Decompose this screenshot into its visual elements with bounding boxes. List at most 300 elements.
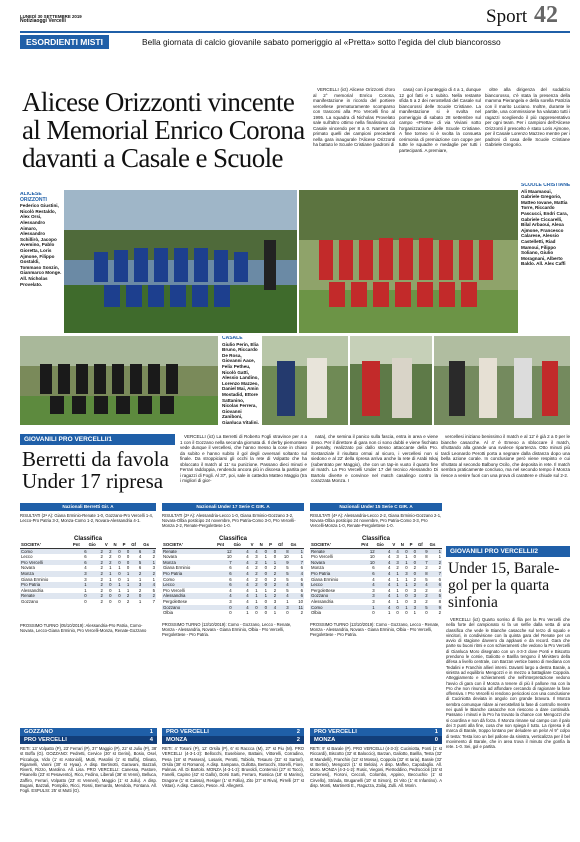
stat-cell: 0 <box>118 554 121 560</box>
stat-cell: 1 <box>264 587 268 593</box>
results-text: RISULTATI (4ª A): Alessandria-Lecco 2-2, Giana Erminio-Gozzano 2-1, Novara-Olbia posticipo 24 novembre, Pro Patria-Como 3-3, Pro Vercelli-Monza 1-0, Renate-Pergolettese 1-0. <box>310 513 442 529</box>
stat-cell: 3 <box>400 571 409 577</box>
stat-cell: 3 <box>413 587 416 593</box>
stat-cell: 6 <box>300 587 303 593</box>
stat-cell: 2 <box>425 587 428 593</box>
stat-cell: 2 <box>409 582 417 588</box>
team-name: Pro Patria <box>20 582 72 588</box>
stat-cell: 0 <box>104 582 113 588</box>
stat-cell: 4 <box>246 565 249 571</box>
col-header: N <box>400 542 409 548</box>
table-row <box>20 599 156 605</box>
stat-cell: 0 <box>400 548 409 554</box>
stat-cell: 2 <box>255 565 258 571</box>
stat-cell: 0 <box>396 610 399 616</box>
stat-cell: 1 <box>391 571 399 577</box>
stat-cell: 3 <box>277 605 290 611</box>
stat-cell: 3 <box>396 554 399 560</box>
stat-cell: 1 <box>413 610 416 616</box>
stat-cell: 4 <box>388 598 391 604</box>
next-round: PROSSIMO TURNO (13/10/2019): Como - Gozzano, Lecco - Renate, Monza - Alessandria, Novara - Giana Erminio, Olbia - Pro Vercelli, Pergolettese - Pro Patria. <box>310 621 440 638</box>
stat-cell: 3 <box>409 593 417 599</box>
stat-cell: 10 <box>283 554 289 560</box>
section-name: Sport <box>486 6 528 27</box>
stat-cell: 8 <box>425 554 428 560</box>
stat-cell: 2 <box>100 587 103 593</box>
stat-cell: 0 <box>405 610 408 616</box>
stat-cell: 0 <box>409 571 417 577</box>
stat-cell: 0 <box>425 610 428 616</box>
stat-cell: 6 <box>72 548 88 554</box>
stat-cell: 6 <box>438 576 441 582</box>
team-name: Pro Vercelli <box>20 560 72 566</box>
stat-cell: 4 <box>246 598 249 604</box>
stat-cell: 1 <box>259 593 268 599</box>
stat-cell: 1 <box>109 565 112 571</box>
stat-cell: 4 <box>233 548 250 554</box>
stat-cell: 2 <box>100 598 103 604</box>
stat-cell: 2 <box>250 571 259 577</box>
stat-cell: 6 <box>290 593 304 599</box>
caption-scuole-head: SCUOLE CRISTIANE <box>521 183 571 188</box>
stat-cell: 1 <box>250 593 259 599</box>
team-name: Lecco <box>21 554 33 560</box>
stat-cell: 0 <box>113 593 122 599</box>
stat-cell: 1 <box>286 598 289 604</box>
stat-cell: 4 <box>388 576 391 582</box>
col-header: Gs <box>290 542 304 548</box>
stat-cell: 0 <box>118 598 121 604</box>
stat-cell: 1 <box>122 582 131 588</box>
stat-cell: 1 <box>118 587 121 593</box>
stat-cell: 2 <box>109 554 112 560</box>
stat-cell: 4 <box>277 593 290 599</box>
stat-cell: 0 <box>126 565 130 571</box>
stat-cell: 12 <box>216 548 233 554</box>
stat-cell: 4 <box>376 560 392 566</box>
stat-cell: 2 <box>273 576 277 582</box>
kicker-text: Bella giornata di calcio giovanile sabato pomeriggio al «Pretta» sotto l'egida del club biancorosso <box>142 37 501 47</box>
col-header: Gio <box>88 542 104 548</box>
stat-cell: 4 <box>376 593 392 599</box>
stat-cell: 1 <box>400 582 409 588</box>
stat-cell: 4 <box>233 560 250 566</box>
match-away: MONZA 0 <box>310 736 442 744</box>
stat-cell: 3 <box>391 560 399 566</box>
stat-cell: 0 <box>250 605 259 611</box>
standings-title: Nazionali Under 15 Serie C GIR. A <box>310 503 442 511</box>
stat-cell: 1 <box>122 571 131 577</box>
stat-cell: 0 <box>409 548 417 554</box>
stat-cell: 0 <box>109 598 112 604</box>
standings-title: Nazionali Berretti Gir. A <box>20 503 156 511</box>
story2-headline: Berretti da favola Under 17 ripresa <box>22 447 169 493</box>
stat-cell: 4 <box>250 548 259 554</box>
stat-cell: 1 <box>396 587 399 593</box>
story2-column-3: vercellesi iniziano benissimo il match e al 12' è già 2 a 0 per le bianche casacche. Al 4' è Emeoo a sbloccare il match, sfruttando alla grande una svolece ripartenza. Otto minuti più tardi Leonardo Perotti porta a segnare dalla distanza dopo una bella azione corale. In conclusione però viene respinto e cui sfruttato al secondo Balbony Ocilo, che deposita in rete. Il match sembra praticamente concluso, ma nel secondo tempo il Monza riesce a venire fuori con una prova di carattere e chiude sul 2-2. <box>441 434 570 478</box>
stat-cell: 3 <box>360 593 375 599</box>
team-photo-casale <box>20 336 218 425</box>
stat-cell: 12 <box>360 548 375 554</box>
stat-cell: 1 <box>126 587 130 593</box>
header-date: LUNEDÌ 30 SETTEMBRE 2019 Notiziaoggi Vercelli <box>20 14 82 24</box>
stat-cell: 1 <box>290 548 304 554</box>
stat-cell: 5 <box>417 605 429 611</box>
stat-cell: 0 <box>118 576 121 582</box>
stat-cell: 6 <box>138 565 142 571</box>
body-column-2: casa) con il punteggio di 4 a 1, dunque 12 gol fatti e 1 subito. Nella restante sfida 5 a 2 dei nerostellati del Casale sul biancorossi delle Scuole Cristiane. La manifestazione si è svolta nel pomeriggio di sabato 28 settembre sul campo «Pretta» di via Viviani sotto l'organizzazione delle Scuole Cristiane. A fine torneo si è svolta la consueta cerimonia di premiazione con coppe per tutte le squadre e medaglie per tutti i partecipanti. A premiare, <box>399 87 481 153</box>
stat-cell: 0 <box>286 610 289 616</box>
stat-cell: 6 <box>130 548 142 554</box>
stat-cell: 2 <box>126 598 130 604</box>
col-header: Pnt <box>72 542 88 548</box>
stat-cell: 6 <box>300 565 303 571</box>
team-name: Monza <box>311 565 324 571</box>
team-name: Lecco <box>162 582 216 588</box>
story2-kicker: GIOVANILI PRO VERCELLI/1 <box>20 434 175 445</box>
stat-cell: 1 <box>391 593 399 599</box>
stat-cell: 2 <box>429 560 442 566</box>
team-name: Alessandria <box>311 598 334 604</box>
stat-cell: 1 <box>138 576 142 582</box>
match-box-3 <box>310 728 442 840</box>
classifica-label: Classifica <box>361 536 391 542</box>
stat-cell: 3 <box>152 565 155 571</box>
stat-cell: 2 <box>88 560 104 566</box>
award-photo-1 <box>262 336 348 425</box>
stat-cell: 0 <box>113 571 122 577</box>
stat-cell: 4 <box>360 582 375 588</box>
stat-cell: 6 <box>216 571 233 577</box>
team-name: Gozzano <box>162 605 216 611</box>
kicker-label: ESORDIENTI MISTI <box>20 35 109 49</box>
stat-cell: 0 <box>409 560 417 566</box>
stat-cell: 4 <box>233 582 250 588</box>
stat-cell: 2 <box>250 582 259 588</box>
stat-cell: 7 <box>216 560 233 566</box>
stat-cell: 2 <box>268 582 277 588</box>
stat-cell: 2 <box>273 565 277 571</box>
classifica-label: Classifica <box>73 536 103 542</box>
caption-casale-head: CASALE <box>222 336 243 341</box>
team-name: Giana Erminio <box>163 565 191 571</box>
stat-cell: 4 <box>438 587 441 593</box>
col-header: Gf <box>417 542 429 548</box>
header-rule <box>20 31 570 33</box>
stat-cell: 1 <box>400 605 409 611</box>
match-box-2 <box>162 728 304 840</box>
match-details: RETI: 4' Tosoni (P), 12' Orsila (P), 6' st Raccca (M), 27' st Piu (M). PRO VERCELLI (4-3-1-2): Bellocchi, Eusebione, Battaini, Vittorelli, Corradino, Pesa (18' st Passera), Losaris, Perotti, Tobiolo, Tesauro (32' st Sartori), Orsila (38' st Romano). A disp. Sampana, Gullotta, Bertocchi, Storelli, Fiore, Palmas. All. Di Bartolo. MONZA (4-3-1-2): Bruvoldi, Contemici (27' st Tocci), Fanelli, Capino (42' st Gallo), Dorsi Sarti, Ferraro, Russica (18' st Marino), Dragone (1' st Caissa), Resiger (1' st Follia), Zito (27' st Riva), Pirrelli (27' st Vistas). A disp. Cancio, Pesce. All. Allegretti. <box>162 746 304 789</box>
col-header: P <box>122 542 131 548</box>
col-header: SOCIETA' <box>310 542 360 548</box>
stat-cell: 8 <box>417 571 429 577</box>
stat-cell: 2 <box>425 565 428 571</box>
team-name: Lecco <box>310 582 360 588</box>
col-header: Gf <box>130 542 142 548</box>
stat-cell: 2 <box>413 565 416 571</box>
stat-cell: 1 <box>405 576 408 582</box>
stat-cell: 3 <box>142 548 156 554</box>
col-header: N <box>259 542 268 548</box>
stat-cell: 0 <box>130 593 142 599</box>
stat-cell: 1 <box>268 560 277 566</box>
next-round: PROSSIMO TURNO (13/10/2019): Como - Gozzano, Lecco - Renate, Monza - Alessandria, Novara - Giana Erminio, Olbia - Pro Vercelli, Pergolettese - Pro Patria. <box>162 621 292 638</box>
stat-cell: 0 <box>259 605 268 611</box>
stat-cell: 4 <box>216 593 233 599</box>
stat-cell: 2 <box>413 576 416 582</box>
stat-cell: 0 <box>264 576 268 582</box>
stat-cell: 2 <box>152 554 155 560</box>
classifica-label: Classifica <box>218 536 248 542</box>
team-name: Pergolettese <box>311 587 336 593</box>
team-name: Olbia <box>311 610 322 616</box>
stat-cell: 0 <box>113 560 122 566</box>
stat-cell: 0 <box>255 610 258 616</box>
team-name: Pro Vercelli <box>311 554 333 560</box>
col-header: V <box>391 542 399 548</box>
stat-cell: 1 <box>405 554 408 560</box>
stat-cell: 0 <box>259 548 268 554</box>
stat-cell: 3 <box>130 582 142 588</box>
team-name: Monza <box>162 560 216 566</box>
stat-cell: 1 <box>300 554 303 560</box>
team-name: Como <box>310 605 360 611</box>
match-home: PRO VERCELLI 1 <box>310 728 442 736</box>
story3-headline: Under 15, Barale-gol per la quarta sinfonia <box>448 560 560 611</box>
stat-cell: 5 <box>152 587 155 593</box>
stat-cell: 4 <box>246 587 249 593</box>
body-column-1: VERCELLI (ict) Alicese Orizzonti d'oro al 2° memorial Enrico Corona, manifestazione in ricordo del portiere vercellese prematuramente scomparso con trascorsi alla Pro Vercelli fino al 1995. La squadra di Nicholas Provelato sale sull'altro ottimo nella finalissima col Casale vincendo per 8 a 0. Nament da primato quelli dei campioni precedenti nella gara inaugurale l'Alicese Orizzonti ha battuto le Scuole Cristiane (padroni di <box>313 87 395 147</box>
team-name: Monza <box>20 571 72 577</box>
stat-cell: 7 <box>152 598 155 604</box>
stat-cell: 1 <box>396 598 399 604</box>
stat-cell: 3 <box>229 598 232 604</box>
match-home: PRO VERCELLI 2 <box>162 728 304 736</box>
team-name: Pro Patria <box>162 571 216 577</box>
stat-cell: 2 <box>250 560 259 566</box>
team-name: Gozzano <box>310 593 360 599</box>
story3-body: VERCELLI (ict) Quarto sorriso di fila per la Pro Vercelli che nella forte del campionato si fa un selfie dalla vetta di una classifica che vede le Bianche casacche sul terzo di squalo e vincitori, in condivisione con la quinta gara del Renate per un avvio di stagione davvero da applausi e da record. Gara che parte su buoni ritmi e con schieramenti che vedono la Pro Vercelli di Gianluca Moro disegnato con un 4-3-3 dove Ponti e Biscotto prendono le corsie, Galiotto e Barilla tengono il Ministero della difesa a livello centrale, con Barzan vertice basso di mediana con Tedalini e Franchin allieri interni. Davanti largo a destra Barale, a sinistra ad equilibrio Mengozzi e in mezzo a battagliare Coppola. Atteggiamento e schieramenti che nell'interpretazione vedono l'avvio di gara con il Monza a tenere di più il pallone ma con la Pro che non rinuncia ad affondare cercando di ragionare la fase offensiva. I Pro Vercelli si rendono pericolosi con una conclusione di Cuciniotta deviata in angolo con grande bravura. Il Monza sembra comunque ridare ai nerostellati la fase di controllo mentre nei quali le Bianche casacche non riescono a dare continuità. Passano i minuti e la Pro ha trovato la chance con Mengozzi che si coordina e non dà forza. Il Monza rimane sul campo con il palo dei 3 punti alla fine, cosa che non spiega il tutto. La ripresa è di marca di Barale, troppo lontano per deludere un pelo! Al 9° colpo di testa: Testa loro un bel pallone da sinistra, verticalizza per il bel movimento di Barale, che in area trova il minuto che gonfia la rete. 1-0. Sei, gol e partita. <box>446 617 570 750</box>
stat-cell: 3 <box>273 598 277 604</box>
stat-cell: 2 <box>268 571 277 577</box>
stat-cell: 1 <box>264 554 268 560</box>
caption-alicese <box>20 192 62 332</box>
stat-cell: 1 <box>391 582 399 588</box>
col-header: Gs <box>429 542 442 548</box>
stat-cell: 6 <box>216 582 233 588</box>
story2-column-1: VERCELLI (ict) La Berretti di Roberto Fogli stravince per 4 a 1 con il Gozzano nella seconda giornata di. Il derby piemontese vede dunque il vercellesi, che hanno messo la cose in chiaro da subito e hanno subito il gol degli ovversari soltanto sul finale. Da stroppiciarsi gli occhi la rete di Volpatto che ha sbloccato il match al 11' su punizione. Passano dieci minuti e Ferrari raddoppia, rendendo ancora più in discesa la partita per i ragazzi di Fogli. Al 37', poi, sale in cattedra Matteo Maggio (tra i migliori di gior- <box>180 434 307 483</box>
stat-cell: 2 <box>88 582 104 588</box>
col-header: SOCIETA' <box>20 542 72 548</box>
stat-cell: 2 <box>425 598 428 604</box>
col-header: Gf <box>277 542 290 548</box>
main-headline: Alicese Orizzonti vincente al Memorial Enrico Corona davanti a Casale e Scuole <box>22 87 305 173</box>
stat-cell: 0 <box>391 605 399 611</box>
stat-cell: 0 <box>405 598 408 604</box>
stat-cell: 2 <box>104 548 113 554</box>
table-row <box>310 610 442 616</box>
stat-cell: 7 <box>429 571 442 577</box>
stat-cell: 10 <box>360 560 375 566</box>
stat-cell: 1 <box>273 610 277 616</box>
stat-cell: 5 <box>286 576 289 582</box>
stat-cell: 4 <box>376 605 392 611</box>
stat-cell: 2 <box>300 610 303 616</box>
stat-cell: 1 <box>360 605 375 611</box>
body-column-3: oltre alla dirigenza del sodalizio biancorosso, c'è stata la presenza della mamma Pierangela e della sorella Patrizia con il marito Luciano. Inoltre, durante le partite, una commissione ha valutato tutti i ragazzi scegliendo il più rappresentativo per ogni team. Per i campioni dell'Alicese Orizzonti il prescelto è stato Loris Ajmone, per il Casale Lorenzo Mazzeo mentre per i padroni di casa delle Scuole Cristiane Gabriele Gregorio. <box>485 87 570 147</box>
match-away: MONZA 2 <box>162 736 304 744</box>
page-number: 42 <box>534 2 558 28</box>
team-name: Novara <box>21 565 35 571</box>
standings-table <box>310 542 442 616</box>
stat-cell: 2 <box>88 593 104 599</box>
stat-cell: 4 <box>290 571 304 577</box>
match-away: PRO VERCELLI 4 <box>20 736 157 744</box>
stat-cell: 4 <box>233 605 250 611</box>
stat-cell: 3 <box>409 605 417 611</box>
stat-cell: 0 <box>264 565 268 571</box>
stat-cell: 10 <box>369 554 375 560</box>
stat-cell: 1 <box>255 598 258 604</box>
team-name: Giana Erminio <box>21 576 49 582</box>
stat-cell: 6 <box>229 576 232 582</box>
col-header: P <box>409 542 417 548</box>
stat-cell: 3 <box>413 598 416 604</box>
stat-cell: 5 <box>429 593 442 599</box>
stat-cell: 10 <box>298 598 303 604</box>
stat-cell: 4 <box>268 605 277 611</box>
stat-cell: 0 <box>264 598 268 604</box>
stat-cell: 0 <box>122 560 131 566</box>
col-header: V <box>104 542 113 548</box>
stat-cell: 0 <box>109 587 112 593</box>
stat-cell: 4 <box>233 571 250 577</box>
team-name: Renate <box>20 593 72 599</box>
stat-cell: 2 <box>100 565 103 571</box>
award-photo-3 <box>434 336 570 425</box>
stat-cell: 9 <box>277 560 290 566</box>
stat-cell: 4 <box>246 554 249 560</box>
stat-cell: 4 <box>388 587 391 593</box>
stat-cell: 7 <box>417 560 429 566</box>
stat-cell: 2 <box>255 576 258 582</box>
stat-cell: 0 <box>216 605 233 611</box>
stat-cell: 2 <box>273 587 277 593</box>
stat-cell: 0 <box>104 593 113 599</box>
stat-cell: 4 <box>84 565 87 571</box>
stat-cell: 2 <box>100 554 103 560</box>
stat-cell: 0 <box>413 554 416 560</box>
team-name: Alessandria <box>21 587 44 593</box>
team-name: Pergolettese <box>163 598 188 604</box>
col-header: Gio <box>376 542 392 548</box>
team-name: Renate <box>162 548 216 554</box>
stat-cell: 2 <box>88 548 104 554</box>
stat-cell: 1 <box>388 610 391 616</box>
stat-cell: 2 <box>88 571 104 577</box>
stat-cell: 6 <box>72 560 88 566</box>
stat-cell: 1 <box>400 560 409 566</box>
stat-cell: 1 <box>259 560 268 566</box>
team-name: Pro Patria <box>310 571 360 577</box>
team-name: Alessandria <box>162 593 216 599</box>
standings-under15 <box>310 503 442 644</box>
stat-cell: 4 <box>233 593 250 599</box>
stat-cell: 2 <box>104 560 113 566</box>
match-box-1 <box>20 728 157 840</box>
stat-cell: 9 <box>417 548 429 554</box>
stat-cell: 6 <box>229 565 232 571</box>
col-header: Pnt <box>360 542 375 548</box>
col-header: SOCIETA' <box>162 542 216 548</box>
col-header: Pnt <box>216 542 233 548</box>
stat-cell: 4 <box>246 576 249 582</box>
stat-cell: 2 <box>417 593 429 599</box>
stat-cell: 1 <box>109 576 112 582</box>
stat-cell: 3 <box>372 598 375 604</box>
story2-column-2: nata), che semina il panico sulla fascia, entra in area e viene steso. Per il direttore di gara non ci sono dubbi e viene fischiato il penalty, realizzato poi dallo stesso attaccante della Pro. Sostanziale il risultato ormai al sicuro, i vercellesi non si siedono e al 22' della ripresa arriva anche la rete di Arabi Iskaj (subentrato per Maggio), che con un tap-in vuoto il quarto fine al match. La Pro Vercelli Under 17 del tecnico Alessandro Di Bartolo diverte e convince nel match casalingo contro la corazzata Monza. I <box>311 434 438 483</box>
stat-cell: 1 <box>104 571 113 577</box>
stat-cell: 0 <box>84 598 87 604</box>
stat-cell: 1 <box>84 587 87 593</box>
match-details: RETI: 13' Volpatto (P), 23' Ferrari (P), 37' Maggio (P), 22' st Juliu (P), 38' st Boffa (G). GOZZANO: Pedretti, Cervice (30' st Gerini), Bosio, Osel, Piccaluga, Vido (1' st Antonioli), Mutti, Pasolini (1' st Buffa), Olivato, Rigamelli, Vanni (30' st Hyaa). A disp. Bertinotti, Garavani, Bazzali, Riverti, Rizzo, Marolino. All. Lisa. PRO VERCELLI: Canessa, Pastore, Pisanello (23' st Pesavento), Rico, Fedino, Liberali (38' st Venni), Belluca, Zaffiro, Ferrari, Volpatto (23' st Venneri), Maggio (1' st Juliu). A disp. Bugani, Bazzali, Pompilio, Ricci, Rossi, Bernardo, Mendola, Fontana. All. Fogli. ESPULSI: 25' st Mutti (G). <box>20 746 157 794</box>
team-name: Novara <box>163 554 177 560</box>
stat-cell: 5 <box>130 560 142 566</box>
stat-cell: 3 <box>84 576 87 582</box>
stat-cell: 0 <box>72 593 88 599</box>
col-header: P <box>268 542 277 548</box>
stat-cell: 2 <box>142 593 156 599</box>
stat-cell: 2 <box>268 593 277 599</box>
stat-cell: 5 <box>286 565 289 571</box>
stat-cell: 0 <box>268 548 277 554</box>
caption-scuole <box>521 183 571 333</box>
match-details: RETI: 9' st Barale (P). PRO VERCELLI (4-3-3): Cuciniotta, Ponti (1' st Riccardi), Biscotto (32' st Baloccio), Barzan, Galiotto, Barilla, Testa (32' st Mandelli), Franchin (12' st Mossa), Coppola (32' st Iaria), Barale (32' st Bertini), Mengozzi (1' st Belola). A disp. Maffeo, Capodaglio. All. Moro. MONZA (4-3-1-2): Rusic, Viegoni, Pietroddino, Pedroccioli (15' st Cortenesi), Fioroni, Ceccoli, Colombo, Appino, Beccuchio (1' st Cirvello), Striada, Bruganelli (10' st Simon), Di Vito (1' st Infantino). A disp. Monti, Martinetti E., Raguzza, Zoilaj, Zulli. All. Morin. <box>310 746 442 789</box>
stat-cell: 7 <box>290 560 304 566</box>
stat-cell: 2 <box>130 571 142 577</box>
stat-cell: 6 <box>360 571 375 577</box>
stat-cell: 4 <box>376 571 392 577</box>
stat-cell: 1 <box>142 560 156 566</box>
stat-cell: 0 <box>122 548 131 554</box>
stat-cell: 0 <box>126 554 130 560</box>
stat-cell: 2 <box>438 565 441 571</box>
stat-cell: 1 <box>396 576 399 582</box>
caption-scuole-text: Ali Maamaoui, Gabriele Gregorio, Matteo Iovane, Mattia Torre, Riccardo Pascucci, Endri Cara, Gabriele Ciccarelli, Bilal Arbaoui, Alexa Ajmone, Francesco Calarese, Alessio Castelletti, Riad Mamoui, Filippo Soliano, Giulio Moragnani, Alberto Baldo. All. Alex Caffi <box>521 188 568 267</box>
award-photo-2 <box>350 336 432 425</box>
team-name: Novara <box>310 560 360 566</box>
standings-berretti <box>20 503 156 645</box>
next-round: PROSSIMO TURNO (05/10/2019): Alessandria-Pro Patria, Como-Novara, Lecco-Giana Erminio, Pro Vercelli-Monza, Renate-Gozzano <box>20 622 147 633</box>
stat-cell: 5 <box>425 576 428 582</box>
stat-cell: 8 <box>438 598 441 604</box>
stat-cell: 0 <box>113 548 122 554</box>
col-header: V <box>250 542 259 548</box>
stat-cell: 1 <box>138 598 142 604</box>
stat-cell: 6 <box>84 554 87 560</box>
stat-cell: 1 <box>72 582 88 588</box>
team-photo-alicese <box>64 190 297 333</box>
stat-cell: 0 <box>264 610 268 616</box>
stat-cell: 2 <box>438 610 441 616</box>
stat-cell: 2 <box>138 587 142 593</box>
stat-cell: 4 <box>142 582 156 588</box>
caption-alicese-head: ALICESE ORIZZONTI <box>20 192 47 203</box>
caption-casale-text: Giulio Perin, Elia Bruno, Riccardo De Rosa, Giovanni Aace, Felix Petheu, Nicolò Gatti, Alessio Landino, Lorenzo Mazzeo, Daniel Mai, Amin Mostadid, Ettore Sattanino, Nicolas Ferrera, Giovanni Zaniboni, Gianluca Vitalini. <box>222 341 259 425</box>
stat-cell: 1 <box>246 610 249 616</box>
stat-cell: 1 <box>438 554 441 560</box>
stat-cell: 6 <box>372 565 375 571</box>
